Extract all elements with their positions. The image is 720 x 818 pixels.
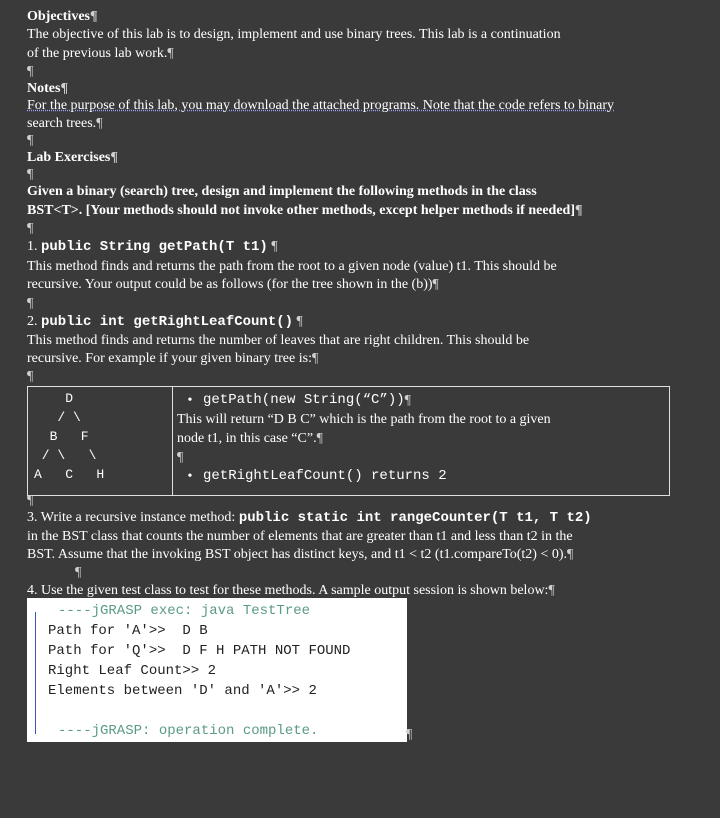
tree-diagram [28,387,173,496]
item-2-desc: This method finds and returns the number of leaves that are right children. This should be [27,333,530,348]
empty-paragraph: ¶ [27,167,34,182]
empty-paragraph: ¶ [27,296,34,311]
example-table [27,386,670,496]
empty-paragraph: ¶ [177,450,184,465]
item-3-desc-cont: BST. Assume that the invoking BST object has distinct keys, and t1 < t2 (t1.compareTo(t2) < 0).¶ [27,547,574,562]
bullet-icon: • [187,393,193,408]
empty-paragraph: ¶ [27,493,34,508]
bullet-right-leaf: • getRightLeafCount() returns 2 [177,467,665,486]
console-footer: ----jGRASP: operation complete. [58,723,319,739]
heading-objectives: Objectives¶ [27,9,98,24]
empty-paragraph: ¶ [27,64,34,79]
bullet-icon: • [187,469,193,484]
tree-line: B F [34,429,89,444]
empty-paragraph: ¶ [27,133,34,148]
bullet-getpath: • getPath(new String(“C”)) ¶ [177,391,665,410]
console-bracket [35,612,39,734]
getpath-explanation-cont: node t1, in this case “C”.¶ [177,431,323,446]
item-2-heading: 2. public int getRightLeafCount() ¶ [27,314,303,330]
empty-paragraph: ¶ [406,727,413,742]
getpath-explanation: This will return “D B C” which is the path from the root to a given [177,412,551,427]
item-1-heading: 1. public String getPath(T t1) ¶ [27,239,278,255]
heading-notes: Notes¶ [27,81,68,96]
empty-paragraph: ¶ [27,369,34,384]
item-1-desc: This method finds and returns the path from the root to a given node (value) t1. This should be [27,259,557,274]
tree-line: A C H [34,467,105,482]
objectives-text-cont: of the previous lab work.¶ [27,46,174,61]
empty-paragraph: ¶ [27,221,34,236]
notes-text-cont: search trees.¶ [27,116,103,131]
item-3-heading: 3. Write a recursive instance method: public static int rangeCounter(T t1, T t2) [27,510,592,526]
heading-lab-exercises: Lab Exercises¶ [27,150,118,165]
notes-text: For the purpose of this lab, you may download the attached programs. Note that the code refers to binary [27,98,615,113]
item-3-desc: in the BST class that counts the number of elements that are greater than t1 and less than t2 in the [27,529,573,544]
given-statement-cont: BST<T>. [Your methods should not invoke other methods, except helper methods if needed]¶ [27,203,583,218]
jgrasp-console-output [27,598,407,742]
console-line: Elements between 'D' and 'A'>> 2 [48,683,317,699]
console-header: ----jGRASP exec: java TestTree [58,603,311,619]
console-line: Path for 'A'>> D B [48,623,208,639]
item-2-desc-cont: recursive. For example if your given binary tree is:¶ [27,351,319,366]
objectives-text: The objective of this lab is to design, implement and use binary trees. This lab is a continuation [27,27,561,42]
console-line: Right Leaf Count>> 2 [48,663,217,679]
item-1-desc-cont: recursive. Your output could be as follows (for the tree shown in the (b))¶ [27,277,439,292]
item-4-text: 4. Use the given test class to test for these methods. A sample output session is shown below:¶ [27,583,555,598]
tree-line: / \ [34,410,81,425]
console-line: Path for 'Q'>> D F H PATH NOT FOUND [48,643,351,659]
given-statement: Given a binary (search) tree, design and implement the following methods in the class [27,184,537,199]
tree-line: D [34,391,74,406]
example-explanation [173,387,670,496]
empty-paragraph: ¶ [75,565,82,580]
tree-line: / \ \ [34,448,97,463]
